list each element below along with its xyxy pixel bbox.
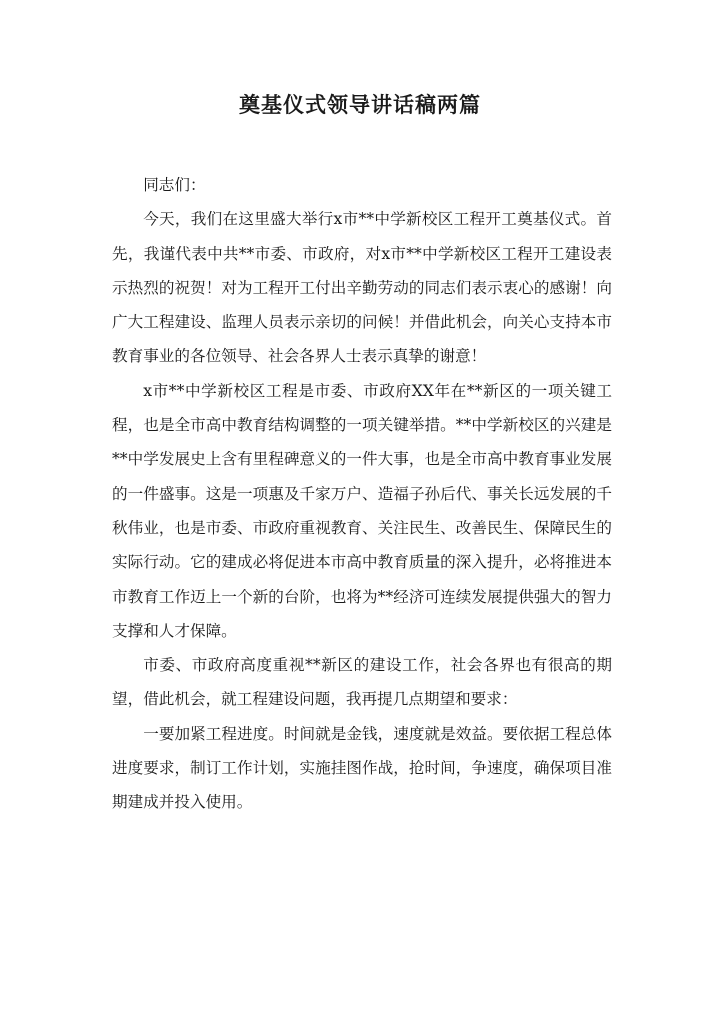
- paragraph-opening: 今天，我们在这里盛大举行x市**中学新校区工程开工奠基仪式。首先，我谨代表中共**市委、市政府，对x市**中学新校区工程开工建设表示热烈的祝贺！对为工程开工付出辛勤劳动的同志们表示衷心的感谢！向广大工程建设、监理人员表示亲切的问候！并借此机会，向关心支持本市教育事业的各位领导、社会各界人士表示真挚的谢意！: [112, 210, 612, 366]
- paragraph-project-significance: x市**中学新校区工程是市委、市政府XX年在**新区的一项关键工程，也是全市高中教育结构调整的一项关键举措。**中学新校区的兴建是**中学发展史上含有里程碑意义的一件大事，也是全市高中教育事业发展的一件盛事。这是一项惠及千家万户、造福子孙后代、事关长远发展的千秋伟业，也是市委、市政府重视教育、关注民生、改善民生、保障民生的实际行动。它的建成必将促进本市高中教育质量的深入提升，必将推进本市教育工作迈上一个新的台阶，也将为**经济可连续发展提供强大的智力支撑和人才保障。: [112, 381, 612, 640]
- paragraph-expectations: 市委、市政府高度重视**新区的建设工作，社会各界也有很高的期望，借此机会，就工程建设问题，我再提几点期望和要求：: [112, 656, 612, 709]
- document-title: 奠基仪式领导讲话稿两篇: [239, 92, 481, 117]
- document-body: [112, 168, 612, 820]
- salutation: 同志们：: [143, 176, 206, 194]
- paragraph-requirement-one: 一要加紧工程进度。时间就是金钱，速度就是效益。要依据工程总体进度要求，制订工作计划，实施挂图作战，抢时间，争速度，确保项目准期建成并投入使用。: [112, 724, 612, 812]
